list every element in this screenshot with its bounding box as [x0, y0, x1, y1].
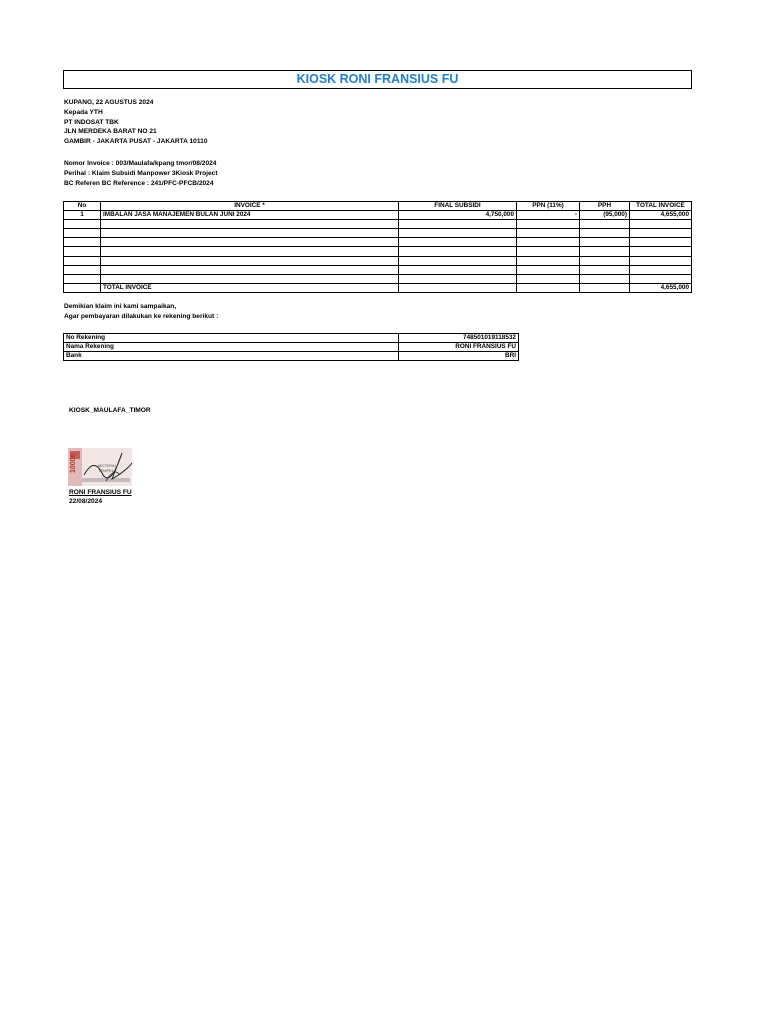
subject-line: Perihal : Klaim Subsidi Manpower 3Kiosk Project: [64, 169, 218, 177]
bank-value: BRI: [399, 352, 519, 361]
cell-empty: [399, 238, 517, 247]
cell-empty: [101, 256, 399, 265]
place-date: KUPANG, 22 AGUSTUS 2024: [64, 99, 154, 106]
cell-empty: [630, 238, 692, 247]
col-total-header: TOTAL INVOICE: [630, 202, 692, 211]
col-no-header: No: [64, 202, 101, 211]
cell-empty: [517, 238, 580, 247]
cell-empty: [101, 274, 399, 283]
cell-empty: [101, 247, 399, 256]
bank-account-table: [63, 333, 519, 361]
cell-empty: [580, 247, 630, 256]
account-number-label: No Rekening: [64, 334, 399, 343]
closing-line-1: Demikian klaim ini kami sampaikan,: [64, 303, 177, 310]
account-name-label: Nama Rekening: [64, 343, 399, 352]
kiosk-name: KIOSK_MAULAFA_TIMOR: [69, 407, 151, 414]
signatory-name: RONI FRANSIUS FU: [69, 489, 132, 496]
svg-text:TEMPEL: TEMPEL: [98, 468, 115, 473]
total-value: 4,655,000: [630, 283, 692, 292]
total-row: [64, 283, 692, 292]
document-title: KIOSK RONI FRANSIUS FU: [63, 70, 692, 89]
cell-total: 4,655,000: [630, 211, 692, 220]
addressee-salutation: Kepada YTH: [64, 108, 103, 116]
cell-empty: [580, 265, 630, 274]
col-ppn-header: PPN (11%): [517, 202, 580, 211]
invoice-number: Nomor Invoice : 003/Maulafa/kpang tmor/08/2024: [64, 160, 217, 167]
svg-text:METERAI: METERAI: [98, 463, 116, 468]
cell-empty: [580, 274, 630, 283]
table-row: [64, 334, 519, 343]
invoice-header-row: [64, 202, 692, 211]
col-pph-header: PPH: [580, 202, 630, 211]
cell-empty: [517, 229, 580, 238]
cell-ppn: -: [517, 211, 580, 220]
svg-text:10000: 10000: [70, 453, 77, 473]
cell-final-subsidi: 4,750,000: [399, 211, 517, 220]
col-invoice-header: INVOICE *: [101, 202, 399, 211]
signature-date: 22/08/2024: [69, 498, 103, 505]
table-row: [64, 247, 692, 256]
closing-line-2: Agar pembayaran dilakukan ke rekening berikut :: [64, 312, 219, 320]
cell-empty: [399, 220, 517, 229]
invoice-table: [63, 201, 692, 293]
cell-empty: [101, 220, 399, 229]
addressee-company: PT INDOSAT TBK: [64, 118, 119, 126]
cell-empty: [630, 265, 692, 274]
cell-empty: [630, 220, 692, 229]
cell-empty: [517, 256, 580, 265]
table-row: [64, 229, 692, 238]
table-row: [64, 343, 519, 352]
cell-empty: [517, 274, 580, 283]
recipient-block: [64, 98, 208, 147]
cell-empty: [64, 220, 101, 229]
bank-label: Bank: [64, 352, 399, 361]
cell-empty: [517, 265, 580, 274]
cell-empty: [64, 238, 101, 247]
table-row: [64, 274, 692, 283]
account-number-value: 748501019118532: [399, 334, 519, 343]
cell-empty: [630, 274, 692, 283]
cell-empty: [399, 229, 517, 238]
meterai-stamp-signature-icon: [66, 445, 136, 489]
table-row: [64, 220, 692, 229]
cell-empty: [517, 283, 580, 292]
cell-empty: [399, 256, 517, 265]
cell-empty: [580, 283, 630, 292]
table-row: [64, 238, 692, 247]
cell-empty: [64, 256, 101, 265]
cell-empty: [101, 229, 399, 238]
cell-pph: (95,000): [580, 211, 630, 220]
addressee-city: GAMBIR - JAKARTA PUSAT - JAKARTA 10110: [64, 138, 208, 146]
account-name-value: RONI FRANSIUS FU: [399, 343, 519, 352]
table-row: [64, 256, 692, 265]
cell-empty: [630, 229, 692, 238]
cell-no: 1: [64, 211, 101, 220]
cell-empty: [517, 220, 580, 229]
addressee-street: JLN MERDEKA BARAT NO 21: [64, 128, 157, 136]
closing-block: [64, 302, 218, 322]
cell-empty: [64, 265, 101, 274]
cell-empty: [580, 256, 630, 265]
cell-empty: [64, 247, 101, 256]
cell-empty: [630, 247, 692, 256]
cell-empty: [64, 274, 101, 283]
table-row: [64, 352, 519, 361]
cell-empty: [101, 238, 399, 247]
cell-empty: [64, 229, 101, 238]
reference-block: [64, 159, 218, 188]
cell-empty: [399, 274, 517, 283]
cell-empty: [517, 247, 580, 256]
cell-empty: [580, 229, 630, 238]
cell-empty: [399, 265, 517, 274]
cell-empty: [101, 265, 399, 274]
cell-empty: [580, 220, 630, 229]
bc-reference: BC Referen BC Reference : 241/PFC-PFCB/2024: [64, 179, 214, 187]
cell-invoice: IMBALAN JASA MANAJEMEN BULAN JUNI 2024: [101, 211, 399, 220]
table-row: [64, 265, 692, 274]
cell-empty: [630, 256, 692, 265]
table-row: [64, 211, 692, 220]
cell-empty: [64, 283, 101, 292]
total-label: TOTAL INVOICE: [101, 283, 399, 292]
col-final-subsidi-header: FINAL SUBSIDI: [399, 202, 517, 211]
cell-empty: [399, 283, 517, 292]
cell-empty: [399, 247, 517, 256]
cell-empty: [580, 238, 630, 247]
